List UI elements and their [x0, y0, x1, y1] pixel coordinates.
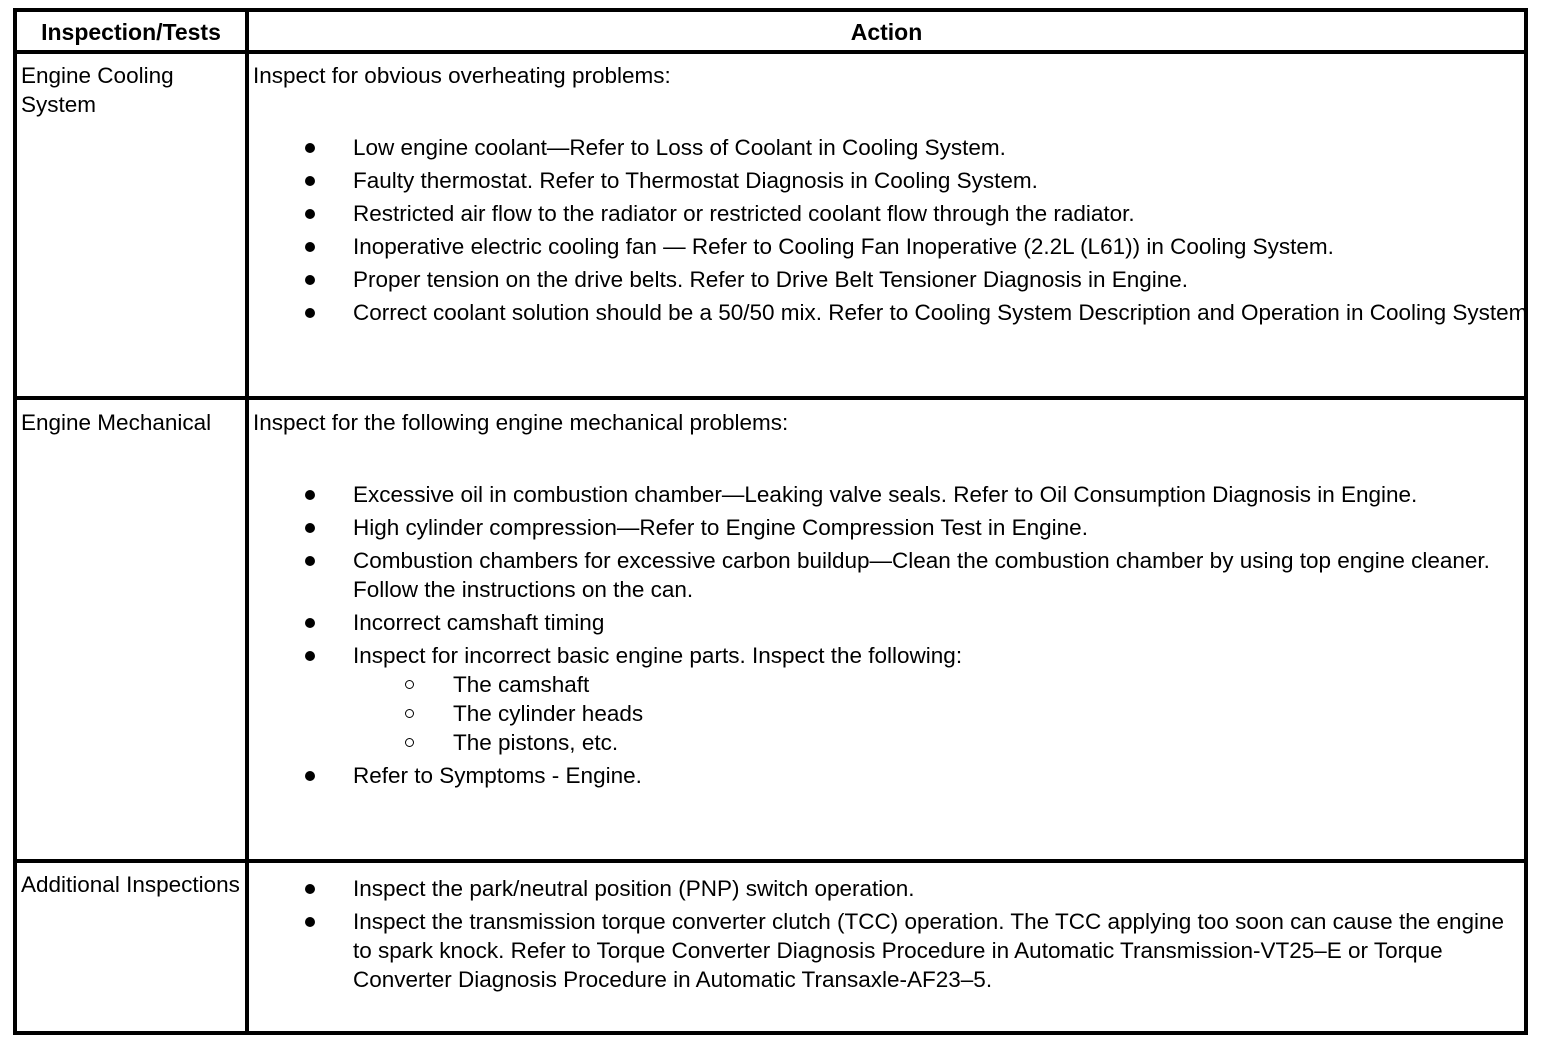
list-item: Faulty thermostat. Refer to Thermostat Diagnosis in Cooling System. — [253, 166, 1528, 195]
list-item: Inoperative electric cooling fan — Refer to Cooling Fan Inoperative (2.2L (L61)) in Cooling System. — [253, 232, 1528, 261]
list-item: Proper tension on the drive belts. Refer to Drive Belt Tensioner Diagnosis in Engine. — [253, 265, 1528, 294]
header-action: Action — [850, 19, 923, 45]
column-divider — [245, 12, 249, 1031]
sub-list-item: The cylinder heads — [353, 699, 1528, 728]
list-item: Inspect the park/neutral position (PNP) switch operation. — [253, 874, 1528, 903]
bullet-icon — [305, 209, 315, 219]
bullet-icon — [305, 651, 315, 661]
list-item: Restricted air flow to the radiator or restricted coolant flow through the radiator. — [253, 199, 1528, 228]
row-intro: Inspect for obvious overheating problems: — [253, 63, 671, 88]
bullet-icon — [305, 275, 315, 285]
bullet-icon — [305, 556, 315, 566]
row-divider — [17, 396, 1524, 400]
list-item: Correct coolant solution should be a 50/50 mix. Refer to Cooling System Description and Operation in Cooling System — [253, 298, 1528, 327]
row-action-engine-mechanical — [253, 408, 1528, 794]
row-label-engine-cooling-system: Engine Cooling System — [21, 63, 174, 117]
bullet-icon — [305, 884, 315, 894]
bullet-icon — [305, 143, 315, 153]
list-item: Inspect for incorrect basic engine parts. Inspect the following: The camshaft The cylinder heads The pistons, etc. — [253, 641, 1528, 757]
bullet-icon — [305, 490, 315, 500]
list-item: Refer to Symptoms - Engine. — [253, 761, 1528, 790]
bullet-list — [253, 480, 1528, 790]
row-action-engine-cooling-system — [253, 61, 1528, 331]
circle-bullet-icon — [405, 680, 414, 689]
sub-list-item: The camshaft — [353, 670, 1528, 699]
bullet-list — [253, 874, 1528, 994]
bullet-icon — [305, 771, 315, 781]
sub-list — [353, 670, 1528, 757]
header-inspection-tests: Inspection/Tests — [41, 19, 221, 45]
bullet-icon — [305, 308, 315, 318]
diagnostic-table — [13, 8, 1528, 1035]
list-item: Excessive oil in combustion chamber—Leaking valve seals. Refer to Oil Consumption Diagnosis in Engine. — [253, 480, 1528, 509]
row-label-additional-inspections: Additional Inspections — [21, 872, 240, 897]
bullet-icon — [305, 618, 315, 628]
circle-bullet-icon — [405, 709, 414, 718]
row-intro: Inspect for the following engine mechanical problems: — [253, 410, 789, 435]
list-item: Combustion chambers for excessive carbon buildup—Clean the combustion chamber by using top engine cleaner. Follow the instructions on the can. — [253, 546, 1528, 604]
bullet-icon — [305, 242, 315, 252]
bullet-icon — [305, 176, 315, 186]
list-item: Incorrect camshaft timing — [253, 608, 1528, 637]
bullet-icon — [305, 917, 315, 927]
bullet-icon — [305, 523, 315, 533]
list-item: Inspect the transmission torque converter clutch (TCC) operation. The TCC applying too soon can cause the engine to spark knock. Refer to Torque Converter Diagnosis Procedure in Automatic Transmission-VT25–E or Torque Converter Diagnosis Procedure in Automatic Transaxle-AF23–5. — [253, 907, 1528, 994]
row-label-engine-mechanical: Engine Mechanical — [21, 410, 212, 435]
sub-list-item: The pistons, etc. — [353, 728, 1528, 757]
row-action-additional-inspections — [253, 874, 1528, 998]
bullet-list — [253, 133, 1528, 327]
list-item: Low engine coolant—Refer to Loss of Coolant in Cooling System. — [253, 133, 1528, 162]
row-divider — [17, 859, 1524, 863]
list-item: High cylinder compression—Refer to Engine Compression Test in Engine. — [253, 513, 1528, 542]
circle-bullet-icon — [405, 738, 414, 747]
